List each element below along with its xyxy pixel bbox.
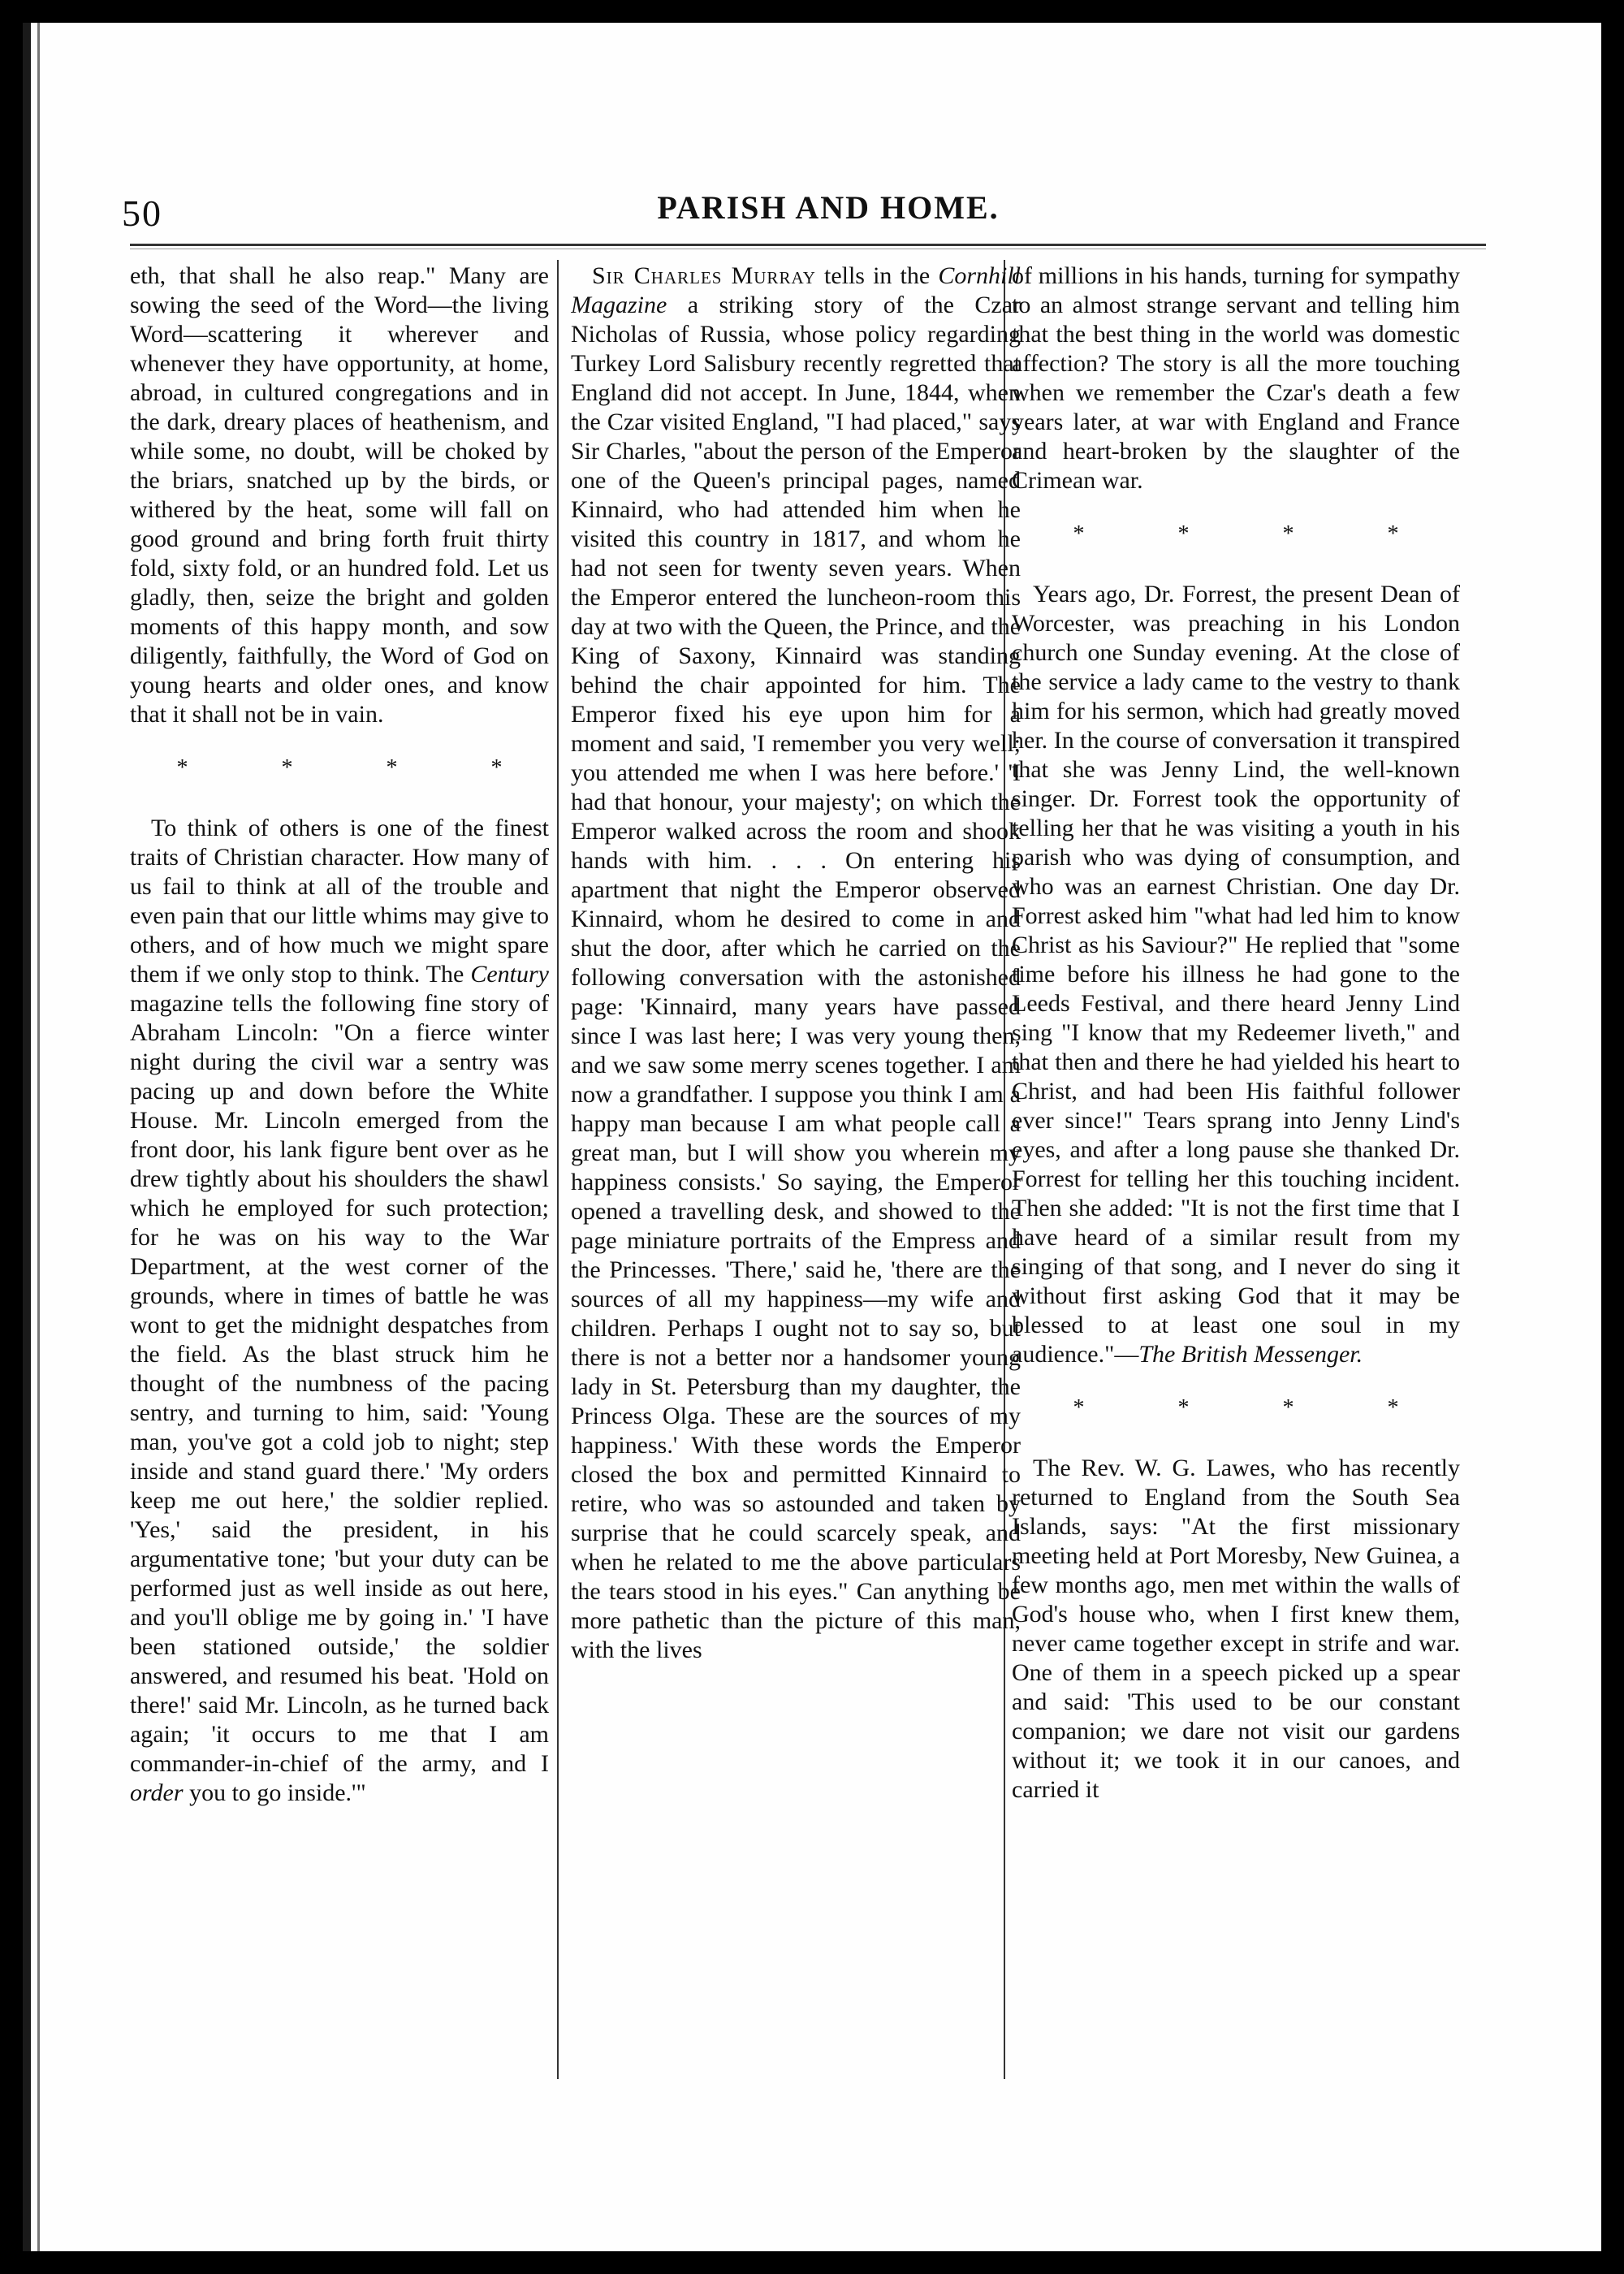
scan-edge	[23, 23, 31, 2251]
italic-title: Century	[470, 961, 549, 988]
column-left	[130, 262, 549, 2073]
text-run: To think of others is one of the finest traits of Christian character. How many of us fail to think at all of the trouble and even pain that our little whims may give to others, and of how much we might spare them if we only stop to think. The	[130, 815, 549, 988]
section-divider: * * * *	[1073, 521, 1443, 547]
italic-source: The British Messenger.	[1138, 1341, 1363, 1368]
header-rule	[130, 244, 1486, 246]
paragraph-continued: eth, that shall he also reap." Many are sowing the seed of the Word—the living Word—scattering it wherever and whenever they have opportunity, at home, abroad, in cultured congregations and in the dark, dreary places of heathenism, and while some, no doubt, will be choked by the briars, snatched up by the birds, or withered by the heat, some will fall on good ground and bring forth fruit thirty fold, sixty fold, or an hundred fold. Let us gladly, then, seize the bright and golden moments of this happy month, and sow diligently, faithfully, the Word of God on young hearts and older ones, and know that it shall not be in vain.	[130, 262, 549, 728]
italic-word: order	[130, 1779, 184, 1806]
small-caps-name: Sir Charles Murray	[592, 262, 816, 289]
column-rule	[557, 260, 559, 2079]
text-run: a striking story of the Czar Nicholas of Russia, whose policy regarding Turkey Lord Salisbury recently regretted that England did not accept. In June, 1844, when the Czar visited England, "I had placed," says Sir Charles, "about the person of the Emperor one of the Queen's principal pages, named Kinnaird, who had attended him when he visited this country in 1817, and whom he had not seen for twenty seven years. When the Emperor entered the luncheon-room this day at two with the Queen, the Prince, and the King of Saxony, Kinnaird was standing behind the chair appointed for him. The Emperor fixed his eye upon him for a moment and said, 'I remember you very well; you attended me when I was here before.' 'I had that honour, your majesty'; on which the Emperor walked across the room and shook hands with him. . . . On entering his apartment that night the Emperor observed Kinnaird, whom he desired to come in and shut the door, after which he carried on the following conversation with the astonished page: 'Kinnaird, many years have passed since I was last here; I was very young then, and we saw some merry scenes together. I am now a grandfather. I suppose you think I am a happy man because I am what people call a great man, but I will show you wherein my happiness consists.' So saying, the Emperor opened a travelling desk, and showed to the page miniature portraits of the Empress and the Princesses. 'There,' said he, 'there are the sources of all my happiness—my wife and children. Perhaps I ought not to say so, but there is not a better nor a handsomer young lady in St. Petersburg than my daughter, the Princess Olga. These are the sources of my happiness.' With these words the Emperor closed the box and permitted Kinnaird to retire, who was so astounded and taken by surprise that he could scarcely speak, and when he related to me the above particulars the tears stood in his eyes." Can anything be more pathetic than the picture of this man, with the lives	[571, 292, 1021, 1663]
scan-edge-line	[37, 23, 40, 2251]
text-run: you to go inside.'"	[189, 1779, 366, 1806]
text-run: Years ago, Dr. Forrest, the present Dean of Worcester, was preaching in his London church one Sunday evening. At the close of the service a lady came to the vestry to thank him for his sermon, which had greatly moved her. In the course of conversation it transpired that she was Jenny Lind, the well-known singer. Dr. Forrest took the opportunity of telling her that he was visiting a youth in his parish who was dying of consumption, and who was an earnest Christian. One day Dr. Forrest asked him "what had led him to know Christ as his Saviour?" He replied that "some time before his illness he had gone to the Leeds Festival, and there heard Jenny Lind sing "I know that my Redeemer liveth," and that then and there he had yielded his heart to Christ, and had been His faithful follower ever since!" Tears sprang into Jenny Lind's eyes, and after a long pause she thanked Dr. Forrest for telling her this touching incident. Then she added: "It is not the first time that I have heard of a similar result from my singing of that song, and I never do sing it without first asking God that it may be blessed to at least one soul in my audience."—	[1012, 581, 1460, 1368]
paragraph-lincoln-story	[130, 814, 549, 1808]
text-run: tells in the	[823, 262, 931, 289]
section-divider: * * * *	[1073, 1395, 1443, 1420]
paragraph-lawes: The Rev. W. G. Lawes, who has recently returned to England from the South Sea Islands, says: "At the first missionary meeting held at Port Moresby, New Guinea, a few months ago, men met within the walls of God's house who, when I first knew them, never came together except in strife and war. One of them in a speech picked up a spear and said: 'This used to be our constant companion; we dare not visit our gardens without it; we took it in our canoes, and carried it	[1012, 1455, 1460, 1803]
paragraph-jenny-lind	[1012, 580, 1460, 1369]
section-divider: * * * *	[176, 755, 546, 780]
text-run: magazine tells the following fine story of Abraham Lincoln: "On a fierce winter night during the civil war a sentry was pacing up and down before the White House. Mr. Lincoln emerged from the front door, his lank figure bent over as he drew tightly about his shoulders the shawl which he employed for such protection; for he was on his way to the War Department, at the west corner of the grounds, where in times of battle he was wont to get the midnight despatches from the field. As the blast struck him he thought of the numbness of the pacing sentry, and turning to him, said: 'Young man, you've got a cold job to night; step inside and stand guard there.' 'My orders keep me out here,' the soldier replied. 'Yes,' said the president, in his argumentative tone; 'but your duty can be performed just as well inside as out here, and you'll oblige me by going in.' 'I have been stationed outside,' the soldier answered, and resumed his beat. 'Hold on there!' said Mr. Lincoln, as he turned back again; 'it occurs to me that I am commander-in-chief of the army, and I	[130, 990, 549, 1777]
column-middle	[571, 262, 1021, 2073]
column-right	[1012, 262, 1460, 2073]
running-head: PARISH AND HOME.	[657, 189, 1000, 226]
paragraph-continued: of millions in his hands, turning for sympathy to an almost strange servant and telling him that the best thing in the world was domestic affection? The story is all the more touching when we remember the Czar's death a few years later, at war with England and France and heart-broken by the slaughter of the Crimean war.	[1012, 262, 1460, 494]
paragraph-czar-story	[571, 262, 1021, 1665]
page-number: 50	[122, 192, 162, 234]
italic-title: Cornhill Magazine	[571, 262, 1021, 318]
